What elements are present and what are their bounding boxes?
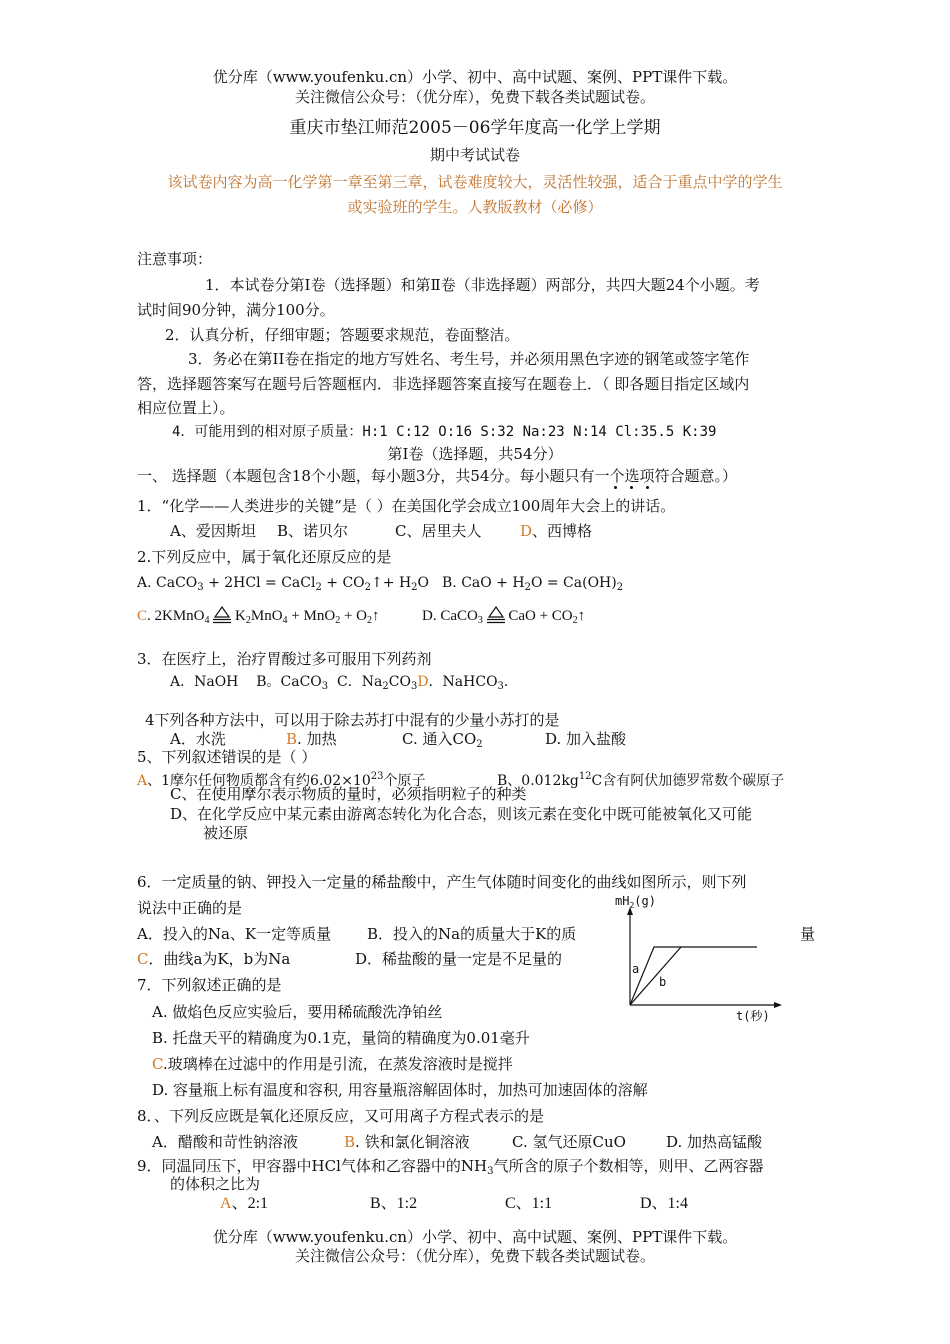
q5-stem: 5、下列叙述错误的是（ ） [137, 748, 317, 766]
q2-sub: 4 [204, 615, 210, 626]
q6-graph [612, 895, 802, 1025]
q7-option-b: B. 托盘天平的精确度为0.1克，量筒的精确度为0.01毫升 [152, 1029, 530, 1047]
q2-option-d [422, 605, 585, 632]
q8-answer-letter: B [344, 1133, 356, 1151]
q6-answer-letter: C [137, 950, 149, 968]
q8-option-a: A．醋酸和苛性钠溶液 [152, 1133, 298, 1151]
q2-b-part: O = Ca(OH) [530, 575, 617, 591]
q2-option-b [442, 572, 623, 599]
q8-option-b [344, 1131, 470, 1153]
q2-option-c [137, 605, 379, 632]
q6-option-a: A．投入的Na、K一定等质量 [137, 925, 332, 943]
q4-option-b-text: . 加热 [297, 730, 337, 748]
q1-answer-letter: D [520, 522, 533, 540]
q4-sub: 2 [476, 739, 483, 750]
q5-option-b [497, 766, 784, 792]
exam-description-2: 或实验班的学生。人教版教材（必修） [347, 198, 603, 216]
q2-c-part: K [231, 608, 246, 624]
part1-title: 第Ⅰ卷（选择题，共54分） [387, 445, 563, 463]
graph-line-a-label: a [632, 962, 640, 976]
note-3b: 答，选择题答案写在题号后答题框内．非选择题答案直接写在题卷上．（ 即各题目指定区域内 [137, 375, 750, 393]
q5-sup: 23 [370, 771, 384, 782]
graph-line-b-label: b [659, 975, 667, 989]
header-line-2: 关注微信公众号：（优分库），免费下载各类试题试卷。 [294, 88, 655, 106]
q2-answer-letter: C [137, 608, 148, 624]
q2-sub: 2 [411, 582, 418, 593]
q5-b-part: B、0.012kg [497, 773, 579, 789]
q7-option-c-text: .玻璃棒在过滤中的作用是引流，在蒸发溶液时是搅拌 [162, 1055, 513, 1073]
q2-option-a [137, 572, 429, 599]
q9-stem-2: 的体积之比为 [170, 1175, 261, 1193]
q8-option-c: C. 氢气还原CuO [512, 1133, 626, 1151]
q8-option-b-text: . 铁和氯化铜溶液 [355, 1133, 470, 1151]
q2-d-part: ↑ [577, 608, 586, 624]
q2-a-part: A. CaCO [137, 575, 198, 591]
note-4: 4．可能用到的相对原子质量：H:1 C:12 O:16 S:32 Na:23 N:14 Cl:35.5 K:39 [172, 424, 717, 440]
graph-x-arrow [774, 1002, 782, 1008]
exam-description-1: 该试卷内容为高一化学第一章至第三章，试卷难度较大，灵活性较强，适合于重点中学的学生 [167, 173, 783, 191]
q1-option-a: A、爱因斯坦 [170, 522, 256, 540]
emphasis-dots [600, 486, 660, 490]
q2-sub: 3 [197, 582, 204, 593]
q5-option-d-2: 被还原 [203, 824, 249, 842]
footer-line-2: 关注微信公众号：（优分库），免费下载各类试题试卷。 [294, 1247, 655, 1265]
q3-option-c: C．Na [337, 674, 383, 690]
q3-sub: 2 [382, 681, 389, 692]
q5-a-part: 、1摩尔任何物质都含有约6.02×10 [147, 773, 371, 789]
q2-sub: 2 [245, 615, 251, 626]
graph-curve-a [630, 947, 757, 1005]
q2-sub: 2 [572, 615, 578, 626]
q5-option-d-1: D、在化学反应中某元素由游离态转化为化合态，则该元素在变化中既可能被氧化又可能 [170, 805, 753, 823]
q2-d-part: D. CaCO [422, 608, 478, 624]
q9-option-c: C、1:1 [505, 1195, 553, 1212]
q2-a-part: + 2HCl = CaCl [203, 575, 316, 591]
q9-option-a-text: 、2:1 [231, 1195, 269, 1212]
q1-option-d [520, 520, 592, 542]
q6-graph-svg [612, 895, 802, 1025]
q7-answer-letter: C [152, 1055, 163, 1073]
q9-option-a [220, 1193, 268, 1215]
q4-answer-letter: B [286, 730, 298, 748]
heat-triangle-icon [213, 606, 231, 624]
q3-sub: 3 [497, 681, 504, 692]
q3-stem: 3．在医疗上，治疗胃酸过多可服用下列药剂 [137, 650, 432, 668]
q5-sup: 12 [578, 771, 592, 782]
note-1b: 试时间90分钟，满分100分。 [137, 301, 335, 319]
q1-option-c: C、居里夫人 [395, 522, 482, 540]
q7-option-d: D. 容量瓶上标有温度和容积, 用容量瓶溶解固体时，加热可加速固体的溶解 [152, 1081, 648, 1099]
note-3a: 3．务必在第II卷在指定的地方写姓名、考生号，并必须用黑色字迹的钢笔或签字笔作 [188, 350, 750, 368]
q8-stem: 8．、下列反应既是氧化还原反应，又可用离子方程式表示的是 [137, 1107, 545, 1125]
q2-sub: 4 [282, 615, 288, 626]
q4-stem: 4下列各种方法中，可以用于除去苏打中混有的少量小苏打的是 [145, 711, 560, 729]
q9-option-d: D、1:4 [640, 1195, 689, 1212]
q2-sub: 2 [315, 582, 322, 593]
q2-sub: 3 [477, 615, 483, 626]
q3-option-c: CO [388, 674, 411, 690]
q6-option-c-text: ．曲线a为K，b为Na [148, 950, 291, 968]
q2-d-part: CaO + CO [504, 608, 573, 624]
notes-heading: 注意事项： [137, 250, 213, 268]
q2-sub: 2 [524, 582, 531, 593]
q6-option-c [137, 948, 290, 970]
note-2: 2．认真分析，仔细审题；答题要求规范，卷面整洁。 [165, 326, 520, 344]
q6-stem-2: 说法中正确的是 [137, 899, 243, 917]
q3-sub: 3 [410, 681, 418, 692]
q4-option-d: D. 加入盐酸 [545, 730, 627, 748]
q2-c-part: ↑ [371, 608, 380, 624]
q5-answer-letter: A [137, 773, 148, 789]
q7-option-c [152, 1053, 513, 1075]
note-3c: 相应位置上）。 [137, 399, 235, 417]
heat-triangle-icon [487, 606, 505, 624]
q6-option-b: B．投入的Na的质量大于K的质 [367, 925, 577, 943]
q3-options [170, 671, 508, 698]
q2-stem: 2.下列反应中，属于氧化还原反应的是 [137, 548, 392, 566]
q6-option-d: D．稀盐酸的量一定是不足量的 [355, 950, 563, 968]
exam-title: 重庆市垫江师范2005－06学年度高一化学上学期 [289, 118, 661, 138]
q2-a-part: + CO [321, 575, 365, 591]
q9-stem-part: 9．同温同压下，甲容器中HCl气体和乙容器中的NH [137, 1157, 488, 1175]
q2-a-part: O [417, 575, 430, 591]
q3-sub: 3 [321, 681, 329, 692]
q2-a-part: ↑+ H [371, 575, 412, 591]
q6-stem-1: 6．一定质量的钠、钾投入一定量的稀盐酸中，产生气体随时间变化的曲线如图所示，则下列 [137, 873, 747, 891]
section-1-heading: 一、 选择题（本题包含18个小题，每小题3分，共54分。每小题只有一个选项符合题意。） [137, 467, 737, 485]
q3-end: . [503, 674, 509, 690]
q9-stem-part: 气所含的原子个数相等，则甲、乙两容器 [493, 1157, 764, 1175]
exam-subtitle: 期中考试试卷 [429, 146, 520, 164]
graph-curve-b [630, 947, 681, 1005]
q2-sub: 2 [616, 582, 624, 593]
q6-option-b-end: 量 [800, 925, 816, 943]
q3-answer-letter: D [417, 674, 429, 690]
q1-option-d-text: 、西博格 [532, 522, 593, 540]
header-line-1: 优分库（www.youfenku.cn）小学、初中、高中试题、案例、PPT课件下载。 [212, 68, 738, 86]
q9-option-b: B、1:2 [370, 1195, 418, 1212]
q5-option-c: C、在使用摩尔表示物质的量时，必须指明粒子的种类 [170, 785, 527, 803]
q1-option-b: B、诺贝尔 [277, 522, 349, 540]
graph-x-label: t(秒) [736, 1009, 770, 1023]
q4-option-a: A．水洗 [170, 730, 226, 748]
note-1a: 1．本试卷分第Ⅰ卷（选择题）和第Ⅱ卷（非选择题）两部分，共四大题24个小题。考 [205, 276, 760, 294]
q2-c-part: + MnO [287, 608, 336, 624]
q2-c-part: MnO [250, 608, 283, 624]
q2-sub: 2 [335, 615, 341, 626]
q7-stem: 7．下列叙述正确的是 [137, 976, 282, 994]
q2-b-part: B. CaO + H [442, 575, 525, 591]
graph-y-label: $mH_2(g)$ [615, 895, 656, 910]
q3-option-b: B。CaCO [256, 674, 322, 690]
q9-answer-letter: A [220, 1195, 232, 1212]
q7-option-a: A. 做焰色反应实验后，要用稀硫酸洗净铂丝 [152, 1003, 443, 1021]
q8-option-d: D. 加热高锰酸 [666, 1133, 763, 1151]
q2-sub: 2 [364, 582, 372, 593]
q2-c-part: + O [340, 608, 367, 624]
q2-c-part: . 2KMnO [147, 608, 205, 624]
q5-b-part: C含有阿伏加德罗常数个碳原子 [591, 773, 785, 789]
q4-option-c [402, 728, 483, 756]
q4-option-c-text: C. 通入CO [402, 730, 477, 748]
footer-line-1: 优分库（www.youfenku.cn）小学、初中、高中试题、案例、PPT课件下载。 [212, 1228, 738, 1246]
q9-sub: 3 [487, 1166, 494, 1177]
q3-option-d: ．NaHCO [428, 674, 498, 690]
q3-option-a: A．NaOH [170, 674, 239, 690]
q1-stem: 1．“化学——人类进步的关键”是（ ）在美国化学会成立100周年大会上的讲话。 [137, 497, 676, 515]
q5-a-part: 个原子 [383, 773, 426, 789]
q2-sub: 2 [366, 615, 372, 626]
